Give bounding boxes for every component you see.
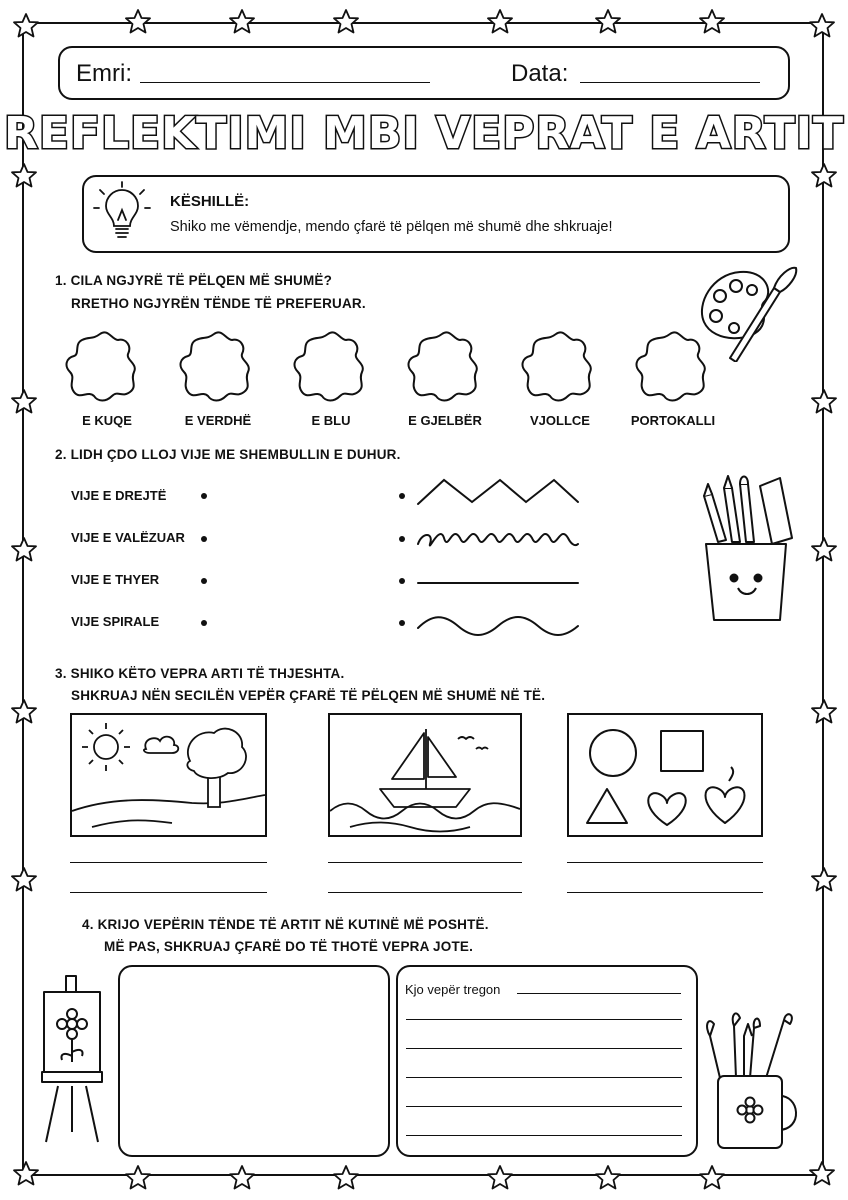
boat-picture	[328, 713, 522, 837]
match-dot-left[interactable]	[201, 493, 207, 499]
q1-line2: RRETHO NGJYRËN TËNDE TË PREFERUAR.	[71, 296, 366, 311]
answer-line[interactable]	[328, 892, 522, 893]
drawing-area[interactable]	[118, 965, 390, 1157]
match-dot-right[interactable]	[399, 536, 405, 542]
splat-icon	[637, 332, 705, 400]
splat-icon	[295, 332, 363, 400]
color-label[interactable]: VJOLLCE	[530, 413, 590, 428]
page-title: REFLEKTIMI MBI VEPRAT E ARTIT	[4, 108, 844, 159]
answer-line[interactable]	[328, 862, 522, 863]
q2-line1: 2. LIDH ÇDO LLOJ VIJE ME SHEMBULLIN E DUHUR.	[55, 447, 401, 462]
writing-prompt: Kjo vepër tregon	[405, 982, 501, 997]
answer-line[interactable]	[406, 1077, 682, 1078]
splat-icon	[67, 332, 135, 400]
answer-line[interactable]	[70, 892, 267, 893]
header-box	[58, 46, 790, 100]
splat-icon	[181, 332, 249, 400]
answer-line[interactable]	[406, 1106, 682, 1107]
match-dot-right[interactable]	[399, 620, 405, 626]
line-type-label: VIJE E DREJTË	[71, 488, 167, 503]
color-label[interactable]: E VERDHË	[184, 413, 252, 428]
loop-line	[418, 534, 578, 546]
color-splats	[60, 326, 760, 406]
match-dot-right[interactable]	[399, 578, 405, 584]
answer-line[interactable]	[70, 862, 267, 863]
q3-line1: 3. SHIKO KËTO VEPRA ARTI TË THJESHTA.	[55, 666, 345, 681]
date-label: Data:	[511, 60, 569, 87]
color-label[interactable]: E KUQE	[82, 413, 132, 428]
date-field[interactable]	[580, 82, 760, 83]
tip-box	[82, 175, 790, 253]
answer-line[interactable]	[567, 862, 763, 863]
splat-icon	[409, 332, 477, 400]
answer-line[interactable]	[406, 1135, 682, 1136]
tip-text: Shiko me vëmendje, mendo çfarë të pëlqen më shumë dhe shkruaje!	[170, 219, 613, 235]
q1-line1: 1. CILA NGJYRË TË PËLQEN MË SHUMË?	[55, 273, 333, 288]
answer-line[interactable]	[406, 1019, 682, 1020]
zigzag-line	[418, 480, 578, 504]
q3-line2: SHKRUAJ NËN SECILËN VEPËR ÇFARË TË PËLQEN MË SHUMË NË TË.	[71, 688, 546, 703]
color-label[interactable]: E BLU	[311, 413, 351, 428]
line-type-label: VIJE E THYER	[71, 572, 160, 587]
shapes-picture	[567, 713, 763, 837]
q4-line1: 4. KRIJO VEPËRIN TËNDE TË ARTIT NË KUTINË MË POSHTË.	[82, 917, 489, 932]
landscape-picture	[70, 713, 267, 837]
wavy-line	[418, 617, 578, 635]
line-type-label: VIJE SPIRALE	[71, 614, 160, 629]
lightbulb-icon	[92, 180, 152, 248]
answer-line[interactable]	[517, 993, 681, 994]
match-dot-left[interactable]	[201, 536, 207, 542]
easel-icon	[36, 972, 116, 1148]
color-label[interactable]: PORTOKALLI	[630, 413, 716, 428]
name-field[interactable]	[140, 82, 430, 83]
name-label: Emri:	[76, 60, 132, 87]
line-examples	[414, 472, 584, 642]
match-dot-right[interactable]	[399, 493, 405, 499]
brush-mug-icon	[704, 1006, 808, 1154]
color-label[interactable]: E GJELBËR	[408, 413, 482, 428]
answer-line[interactable]	[406, 1048, 682, 1049]
line-type-label: VIJE E VALËZUAR	[71, 530, 185, 545]
answer-line[interactable]	[567, 892, 763, 893]
tip-heading: KËSHILLË:	[170, 193, 250, 210]
match-dot-left[interactable]	[201, 620, 207, 626]
pencil-cup-icon	[696, 472, 796, 628]
q4-line2: MË PAS, SHKRUAJ ÇFARË DO TË THOTË VEPRA JOTE.	[104, 939, 474, 954]
splat-icon	[523, 332, 591, 400]
match-dot-left[interactable]	[201, 578, 207, 584]
